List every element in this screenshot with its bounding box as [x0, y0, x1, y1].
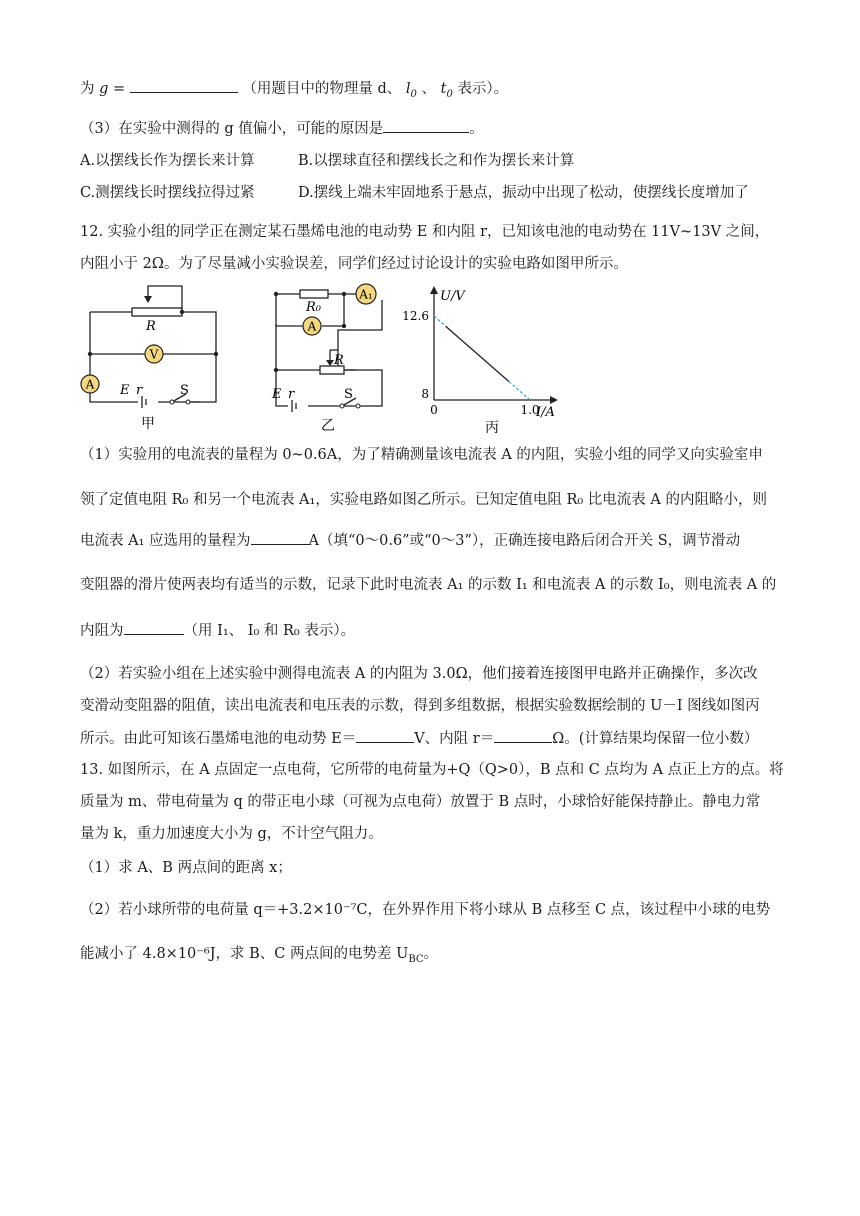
q12-p2-line3 [80, 728, 758, 749]
answer-blank-emf[interactable] [356, 728, 414, 743]
answer-blank-reason[interactable] [383, 118, 469, 133]
x-axis-label: I/A [536, 405, 555, 420]
q12-p1-line3 [80, 530, 740, 551]
q12-intro-line2: 内阻小于 2Ω。为了尽量减小实验误差，同学们经过讨论设计的实验电路如图甲所示。 [80, 256, 628, 272]
ui-graph-bing [400, 280, 570, 434]
q13-part2-line2-end: 。 [423, 946, 439, 962]
emf-label: E [120, 383, 130, 398]
q12-p1-line5-b: （用 I₁、 I₀ 和 R₀ 表示）。 [183, 623, 356, 639]
ammeter-a1-label: A₁ [359, 287, 373, 302]
q12-p1-line5 [80, 620, 355, 641]
q12-intro-line1: 12. 实验小组的同学正在测定某石墨烯电池的电动势 E 和内阻 r，已知该电池的电动势在 11V~13V 之间， [80, 224, 770, 240]
q11-line1: 为 g = （用题目中的物理量 d、 $l_0$ 、 $t_0$ 表示）。 [80, 78, 508, 105]
data-line [446, 326, 509, 381]
x-tick-0: 0 [430, 403, 438, 417]
q13-part2-line2-text: 能减小了 4.8×10⁻⁶J，求 B、C 两点间的电势差 U [80, 946, 409, 962]
rheostat-label: R [334, 353, 344, 368]
g-symbol: g [99, 81, 109, 97]
ammeter-a1-icon [356, 284, 376, 304]
q11-option-c: C.测摆线长时摆线拉得过紧 [80, 185, 255, 201]
q12-p1-line3-a: 电流表 A₁ 应选用的量程为 [80, 533, 251, 549]
ammeter-label: A [85, 377, 95, 392]
q11-line1-mid: （用题目中的物理量 d、 [242, 81, 402, 97]
rheostat-label: R [146, 319, 156, 334]
y-axis-label: U/V [440, 289, 465, 304]
q13-line2: 质量为 m、带电荷量为 q 的带正电小球（可视为点电荷）放置于 B 点时，小球恰好能保持静止。静电力常 [80, 794, 761, 810]
x-axis-arrow-icon [550, 396, 558, 404]
slider-arrow-icon [326, 360, 334, 366]
q12-p1-line1: （1）实验用的电流表的量程为 0~0.6A，为了精确测量该电流表 A 的内阻，实验小组的同学又向实验室申 [80, 447, 763, 463]
q11-part3 [80, 118, 484, 139]
q12-p1-line3-b: A（填“0～0.6”或“0～3”），正确连接电路后闭合开关 S，调节滑动 [308, 533, 741, 549]
resistor-r0-label: R₀ [306, 300, 321, 315]
y-tick-8: 8 [421, 387, 429, 401]
switch-label: S [344, 387, 353, 402]
q11-option-b: B.以摆球直径和摆线长之和作为摆长来计算 [298, 153, 575, 169]
slider-arrow-icon [144, 296, 152, 303]
q12-p2-line3-b: V、内阻 r＝ [414, 731, 495, 747]
l0-symbol: $l_0$ [405, 81, 417, 100]
q13-line3: 量为 k，重力加速度大小为 g，不计空气阻力。 [80, 826, 383, 842]
answer-blank-range[interactable] [251, 530, 309, 545]
q12-p2-line2: 变滑动变阻器的阻值，读出电流表和电压表的示数，得到多组数据，根据实验数据绘制的 U－I 图线如图丙 [80, 698, 760, 714]
voltmeter-icon [145, 345, 163, 363]
q13-part2-line2 [80, 944, 438, 970]
internal-resistance-label: r [136, 383, 143, 398]
q13-line1: 13. 如图所示，在 A 点固定一点电荷，它所带的电荷量为+Q（Q>0），B 点和 C 点均为 A 点正上方的点。将 [80, 762, 784, 778]
ammeter-icon [81, 375, 99, 393]
emf-label: E [272, 387, 282, 402]
q12-p1-line2: 领了定值电阻 R₀ 和另一个电流表 A₁，实验电路如图乙所示。已知定值电阻 R₀ 比电流表 A 的内阻略小，则 [80, 492, 767, 508]
q12-p2-line3-c: Ω。(计算结果均保留一位小数） [552, 731, 759, 747]
q12-p2-line1: （2）若实验小组在上述实验中测得电流表 A 的内阻为 3.0Ω，他们接着连接图甲电路并正确操作，多次改 [80, 666, 758, 682]
internal-resistance-label: r [288, 387, 295, 402]
extrapolation-dash-top [434, 316, 446, 326]
q11-option-d: D.摆线上端未牢固地系于悬点，振动中出现了松动，使摆线长度增加了 [298, 185, 749, 201]
figure-label-bing: 丙 [485, 420, 499, 434]
extrapolation-dash-bottom [509, 382, 530, 400]
q12-p2-line3-a: 所示。由此可知该石墨烯电池的电动势 E＝ [80, 731, 357, 747]
circuit-figure-yi [266, 278, 396, 432]
q11-line1-end: 表示）。 [457, 81, 509, 97]
ammeter-a-icon [303, 317, 321, 335]
answer-blank-g[interactable] [130, 78, 238, 93]
answer-blank-internal-r[interactable] [494, 728, 552, 743]
voltmeter-label: V [149, 347, 159, 362]
t0-symbol: $t_0$ [440, 81, 453, 100]
q12-p1-line4: 变阻器的滑片使两表均有适当的示数，记录下此时电流表 A₁ 的示数 I₁ 和电流表 A 的示数 I₀，则电流表 A 的 [80, 577, 777, 593]
x-tick-1-0: 1.0 [520, 403, 540, 417]
q11-option-a: A.以摆线长作为摆长来计算 [80, 153, 255, 169]
q11-part3-end: 。 [469, 121, 484, 137]
ubc-subscript: BC [408, 953, 424, 965]
switch-label: S [180, 383, 189, 398]
q13-part2-line1: （2）若小球所带的电荷量 q＝+3.2×10⁻⁷C，在外界作用下将小球从 B 点移至 C 点，该过程中小球的电势 [80, 902, 771, 918]
q11-line1-prefix: 为 [80, 81, 95, 97]
q13-part1: （1）求 A、B 两点间的距离 x； [80, 860, 292, 876]
ammeter-a-label: A [307, 319, 317, 334]
q12-p1-line5-a: 内阻为 [80, 623, 124, 639]
y-axis-arrow-icon [430, 286, 438, 294]
y-tick-12-6: 12.6 [402, 309, 429, 323]
circuit-figure-jia [76, 282, 226, 430]
figure-label-yi: 乙 [321, 418, 335, 432]
q11-part3-text: （3）在实验中测得的 g 值偏小，可能的原因是 [80, 121, 384, 137]
answer-blank-resistance[interactable] [124, 620, 184, 635]
figure-label-jia: 甲 [141, 416, 155, 430]
